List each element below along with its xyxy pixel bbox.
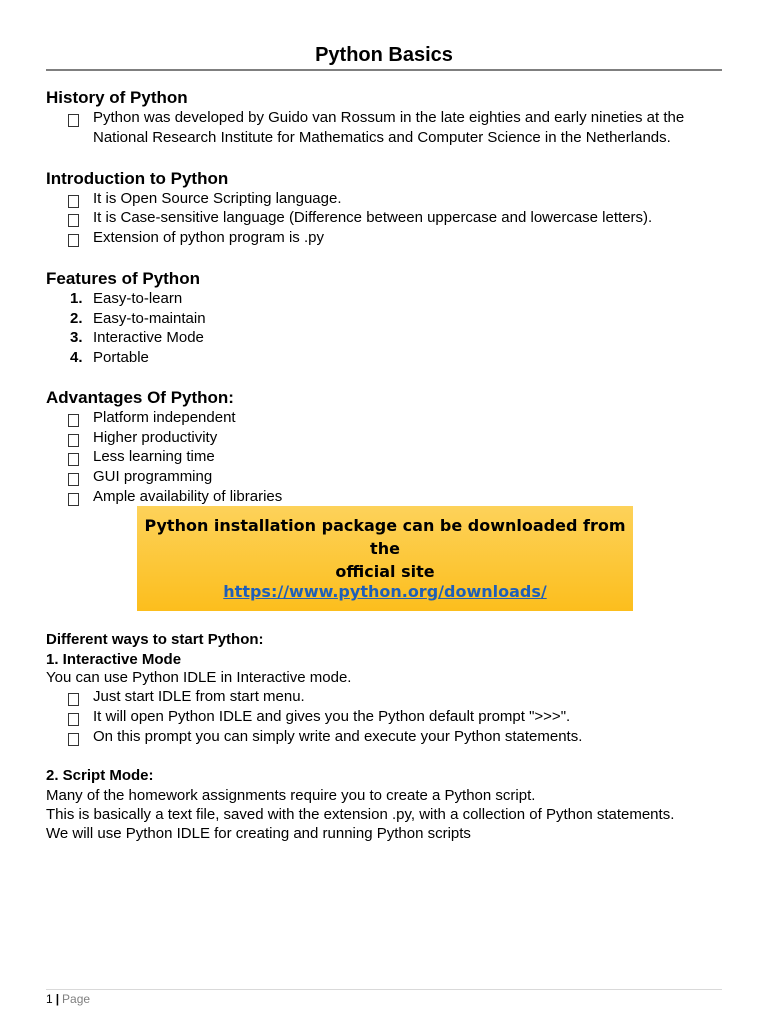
interactive-item: Just start IDLE from start menu.: [93, 688, 305, 705]
ways-heading: Different ways to start Python:: [46, 631, 264, 648]
bullet-icon: [68, 453, 79, 466]
interactive-item: It will open Python IDLE and gives you the Python default prompt ">>>".: [93, 708, 571, 725]
intro-item: It is Open Source Scripting language.: [93, 190, 342, 207]
callout-line: official site: [335, 562, 435, 581]
bullet-icon: [68, 114, 79, 127]
advantage-item: Higher productivity: [93, 429, 218, 446]
history-text-line: Python was developed by Guido van Rossum in the late eighties and early nineties at the: [93, 109, 685, 126]
bullet-icon: [68, 234, 79, 247]
bullet-icon: [68, 733, 79, 746]
intro-heading: Introduction to Python: [46, 169, 229, 188]
bullet-icon: [68, 713, 79, 726]
history-text-line: National Research Institute for Mathematics and Computer Science in the Netherlands.: [93, 129, 671, 146]
footer-separator: |: [55, 992, 60, 1006]
callout-line: Python installation package can be downloaded from the: [144, 516, 626, 558]
bullet-icon: [68, 195, 79, 208]
page-label: Page: [62, 992, 91, 1006]
bullet-icon: [68, 473, 79, 486]
interactive-item: On this prompt you can simply write and execute your Python statements.: [93, 728, 583, 745]
bullet-icon: [68, 434, 79, 447]
advantage-item: Less learning time: [93, 448, 215, 465]
footer-divider: [46, 989, 722, 990]
feature-item: Interactive Mode: [93, 329, 204, 346]
feature-number: 3.: [70, 329, 83, 346]
interactive-mode-intro: You can use Python IDLE in Interactive mode.: [46, 669, 352, 686]
download-callout: [137, 506, 633, 611]
title-divider: [46, 69, 722, 71]
advantage-item: Platform independent: [93, 409, 236, 426]
bullet-icon: [68, 693, 79, 706]
script-mode-line: We will use Python IDLE for creating and running Python scripts: [46, 825, 471, 842]
intro-item: Extension of python program is .py: [93, 229, 324, 246]
intro-item: It is Case-sensitive language (Difference between uppercase and lowercase letters).: [93, 209, 653, 226]
bullet-icon: [68, 414, 79, 427]
advantage-item: Ample availability of libraries: [93, 488, 283, 505]
bullet-icon: [68, 214, 79, 227]
feature-item: Portable: [93, 349, 149, 366]
callout-text: [137, 514, 633, 583]
features-heading: Features of Python: [46, 269, 200, 288]
feature-number: 1.: [70, 290, 83, 307]
feature-number: 4.: [70, 349, 83, 366]
page-title: Python Basics: [315, 44, 453, 66]
bullet-icon: [68, 493, 79, 506]
page-number: 1: [46, 992, 53, 1006]
advantage-item: GUI programming: [93, 468, 213, 485]
feature-item: Easy-to-maintain: [93, 310, 206, 327]
feature-number: 2.: [70, 310, 83, 327]
page-footer: [46, 991, 90, 1007]
feature-item: Easy-to-learn: [93, 290, 183, 307]
advantages-heading: Advantages Of Python:: [46, 388, 234, 407]
script-mode-line: Many of the homework assignments require you to create a Python script.: [46, 787, 536, 804]
script-mode-heading: 2. Script Mode:: [46, 767, 154, 784]
history-heading: History of Python: [46, 88, 188, 107]
python-download-link[interactable]: https://www.python.org/downloads/: [223, 582, 547, 601]
script-mode-line: This is basically a text file, saved with the extension .py, with a collection of Python statements.: [46, 806, 675, 823]
interactive-mode-heading: 1. Interactive Mode: [46, 651, 182, 668]
